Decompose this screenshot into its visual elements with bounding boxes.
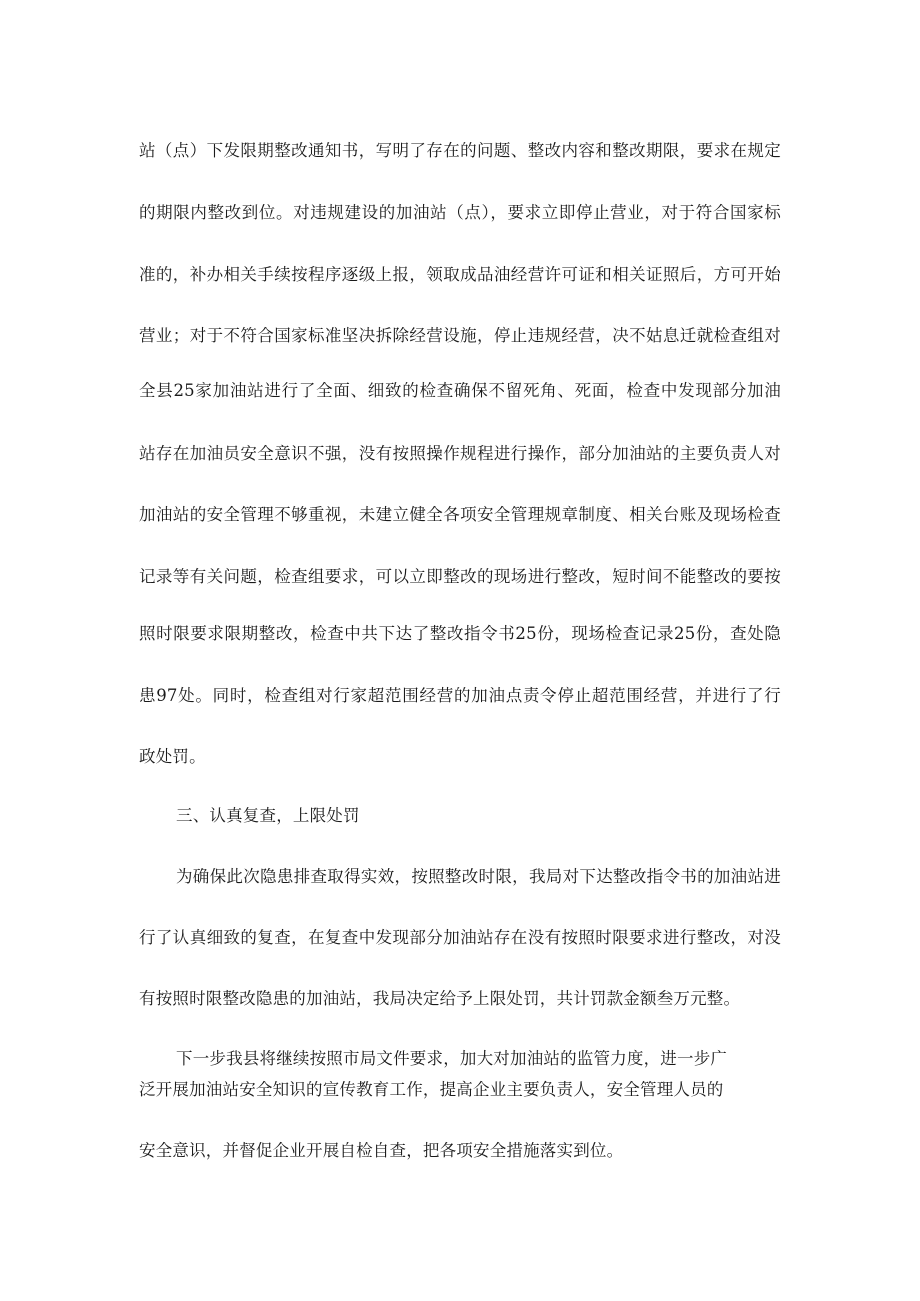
paragraph-line: 患97处。同时，检查组对行家超范围经营的加油点责令停止超范围经营，并进行了行	[139, 686, 781, 705]
paragraph-line: 安全意识，并督促企业开展自检自查，把各项安全措施落实到位。	[139, 1141, 624, 1160]
section-heading: 三、认真复查，上限处罚	[176, 806, 360, 825]
paragraph-line: 站存在加油员安全意识不强，没有按照操作规程进行操作，部分加油站的主要负责人对	[139, 444, 781, 463]
paragraph-line: 加油站的安全管理不够重视，未建立健全各项安全管理规章制度、相关台账及现场检查	[139, 505, 781, 524]
paragraph-line: 的期限内整改到位。对违规建设的加油站（点），要求立即停止营业，对于符合国家标	[139, 203, 781, 222]
paragraph-line: 下一步我县将继续按照市局文件要求，加大对加油站的监管力度，进一步广	[176, 1049, 728, 1068]
paragraph-line: 政处罚。	[139, 747, 206, 766]
paragraph-line: 记录等有关问题，检查组要求，可以立即整改的现场进行整改，短时间不能整改的要按	[139, 567, 781, 586]
paragraph-line: 为确保此次隐患排查取得实效，按照整改时限，我局对下达整改指令书的加油站进	[176, 867, 781, 886]
paragraph-line: 站（点）下发限期整改通知书，写明了存在的问题、整改内容和整改期限，要求在规定	[139, 141, 781, 160]
paragraph-line: 泛开展加油站安全知识的宣传教育工作，提高企业主要负责人，安全管理人员的	[139, 1080, 724, 1099]
paragraph-line: 行了认真细致的复查，在复查中发现部分加油站存在没有按照时限要求进行整改，对没	[139, 928, 781, 947]
paragraph-line: 照时限要求限期整改，检查中共下达了整改指令书25份，现场检查记录25份，查处隐	[139, 624, 781, 643]
paragraph-line: 有按照时限整改隐患的加油站，我局决定给予上限处罚，共计罚款金额叁万元整。	[139, 989, 741, 1008]
paragraph-line: 全县25家加油站进行了全面、细致的检查确保不留死角、死面，检查中发现部分加油	[139, 381, 781, 400]
paragraph-line: 营业；对于不符合国家标准坚决拆除经营设施，停止违规经营，决不姑息迁就检查组对	[139, 326, 781, 345]
paragraph-line: 准的，补办相关手续按程序逐级上报，领取成品油经营许可证和相关证照后，方可开始	[139, 265, 781, 284]
